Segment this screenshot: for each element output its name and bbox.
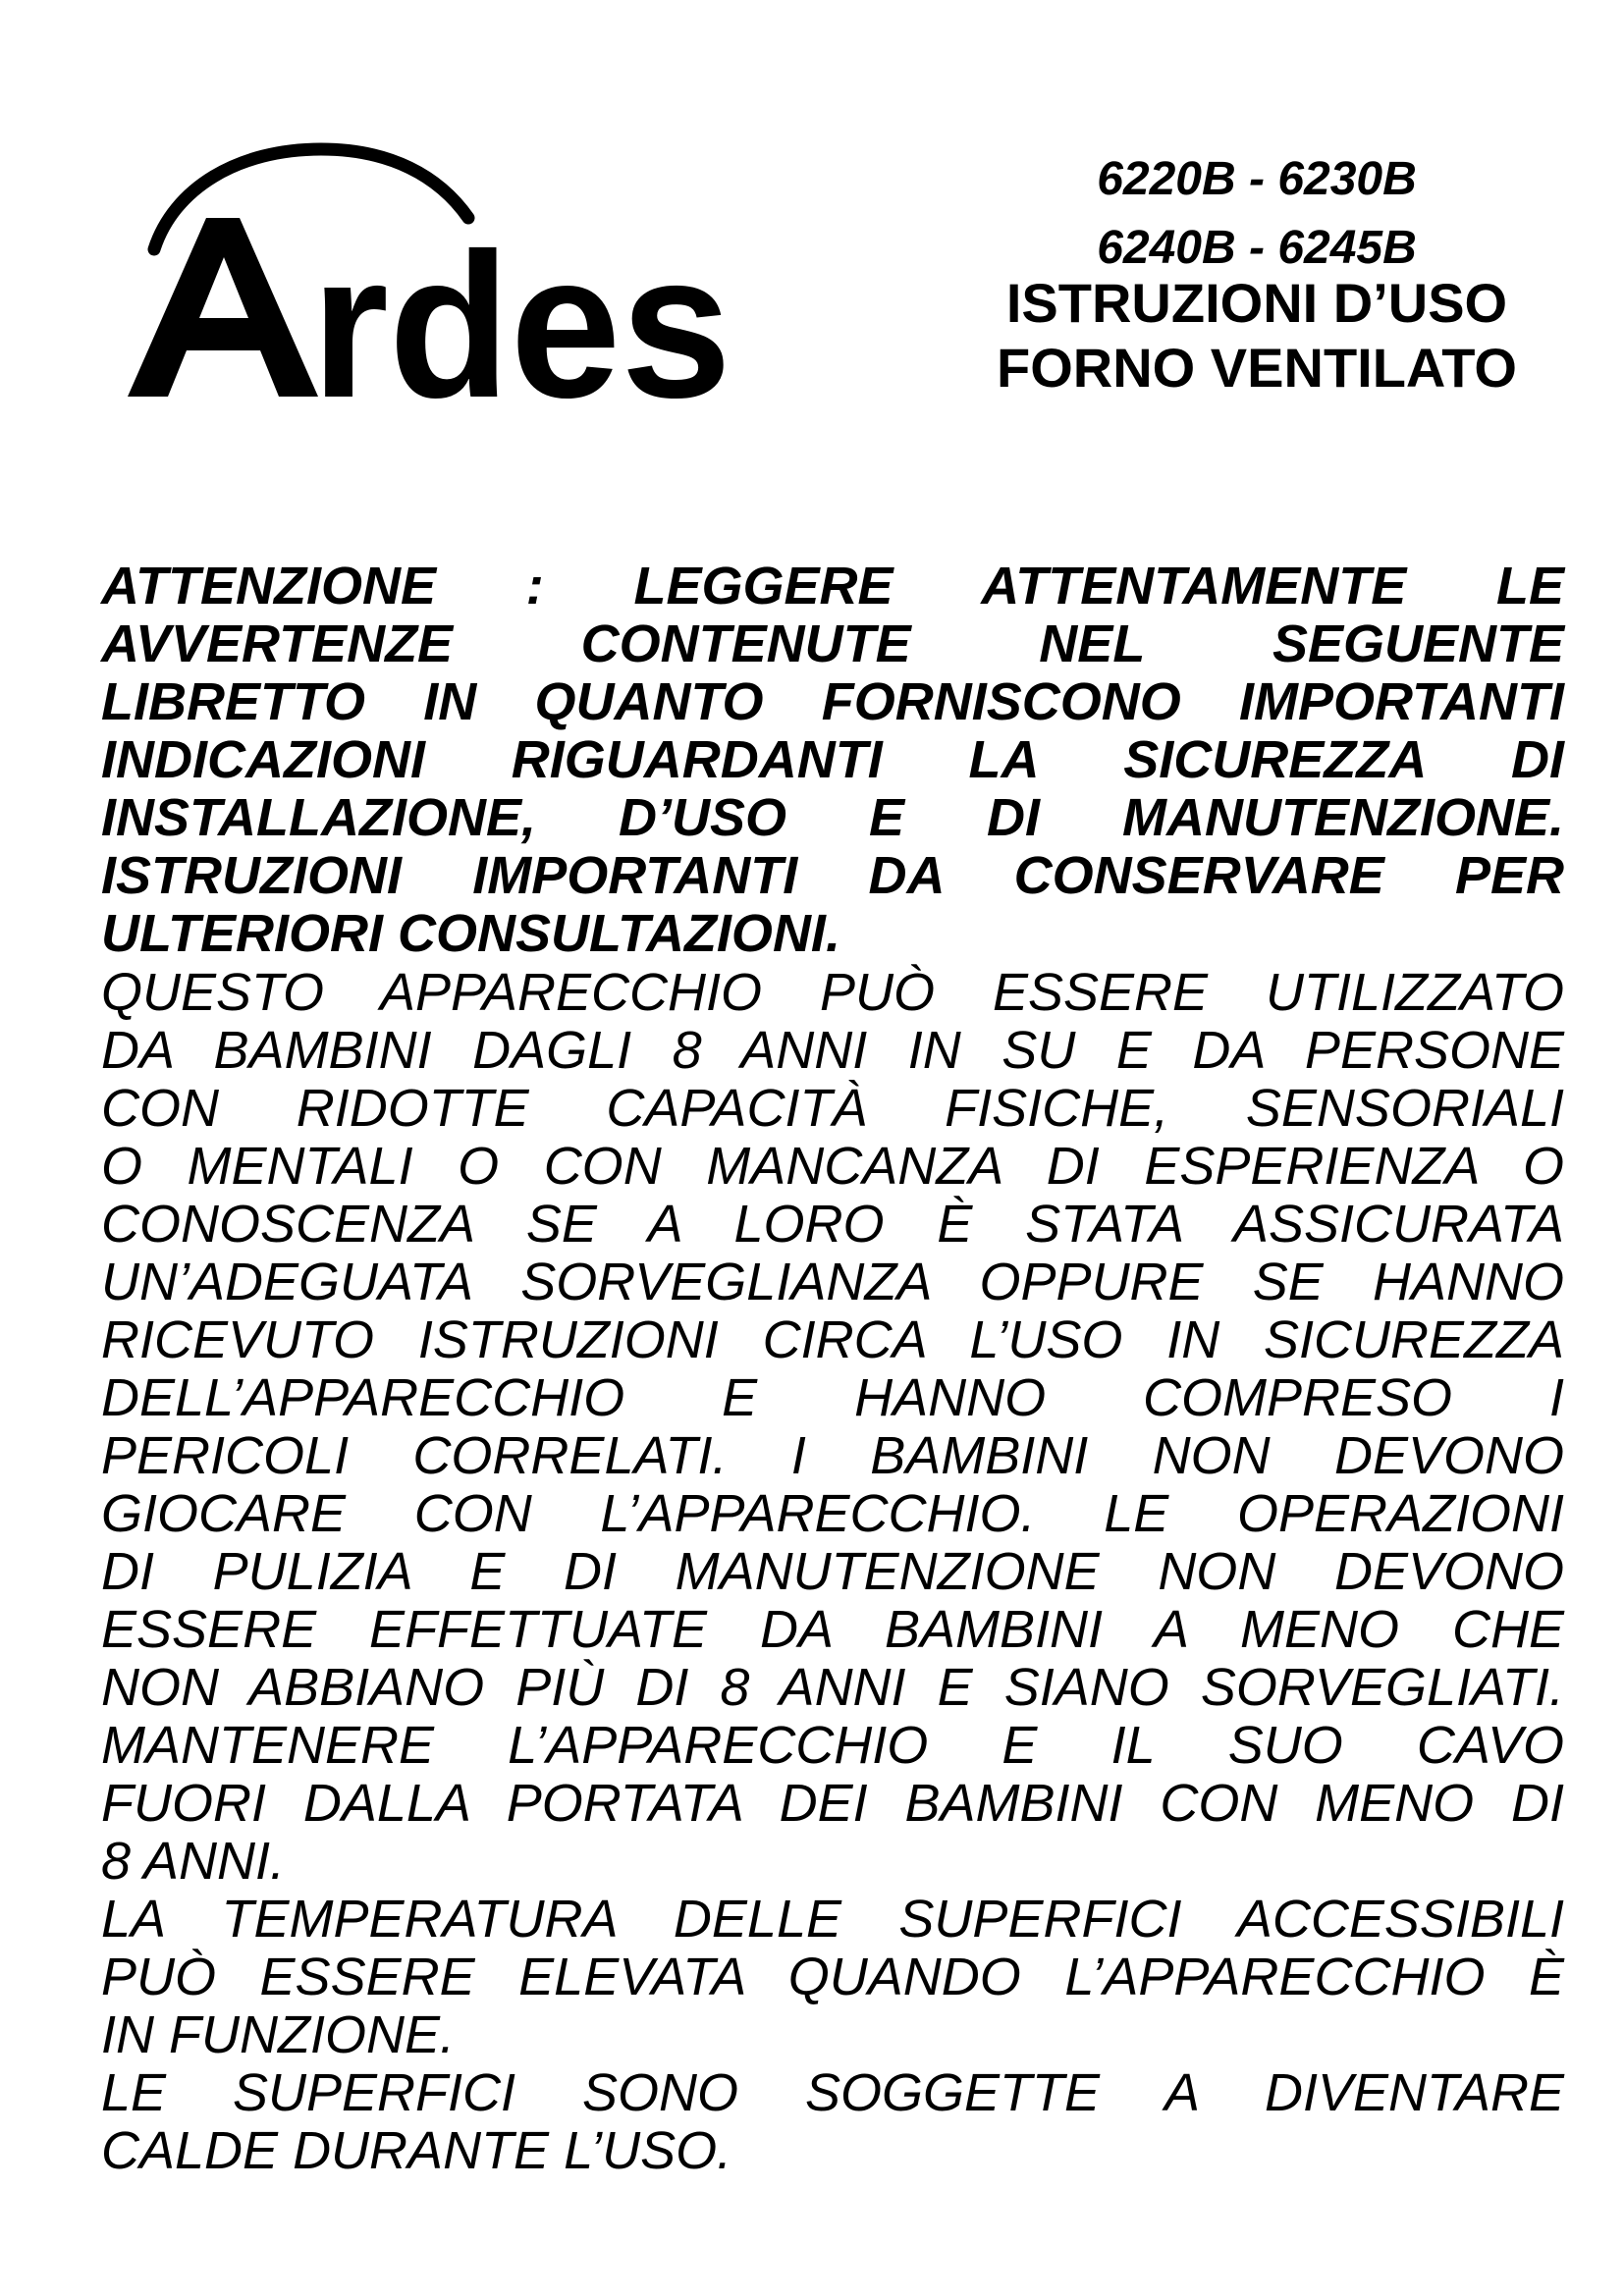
warning-line: ULTERIORI CONSULTAZIONI. xyxy=(101,904,840,963)
instruction-line: QUESTO APPARECCHIO PUÒ ESSERE UTILIZZATO xyxy=(101,963,1564,1022)
instruction-line: UN’ADEGUATA SORVEGLIANZA OPPURE SE HANNO xyxy=(101,1253,1564,1311)
warning-line: ATTENZIONE : LEGGERE ATTENTAMENTE LE xyxy=(101,557,1564,615)
warning-line: ISTRUZIONI IMPORTANTI DA CONSERVARE PER xyxy=(101,846,1564,905)
instruction-line: RICEVUTO ISTRUZIONI CIRCA L’USO IN SICUREZZA xyxy=(101,1310,1564,1369)
brand-logo xyxy=(110,132,738,416)
document-title xyxy=(923,271,1591,400)
instruction-line: MANTENERE L’APPARECCHIO E IL SUO CAVO xyxy=(101,1716,1564,1775)
instruction-line: DI PULIZIA E DI MANUTENZIONE NON DEVONO xyxy=(101,1542,1564,1601)
instruction-line: LE SUPERFICI SONO SOGGETTE A DIVENTARE xyxy=(101,2063,1564,2122)
instruction-line: DA BAMBINI DAGLI 8 ANNI IN SU E DA PERSONE xyxy=(101,1021,1564,1080)
instruction-line: CONOSCENZA SE A LORO È STATA ASSICURATA xyxy=(101,1195,1564,1254)
model-line-1: 6220B - 6230B xyxy=(1097,153,1417,205)
warning-notice xyxy=(101,558,1564,963)
instruction-line: CALDE DURANTE L’USO. xyxy=(101,2121,732,2180)
warning-line: INDICAZIONI RIGUARDANTI LA SICUREZZA DI xyxy=(101,730,1564,789)
model-line-2: 6240B - 6245B xyxy=(1097,222,1417,274)
instruction-line: LA TEMPERATURA DELLE SUPERFICI ACCESSIBILI xyxy=(101,1890,1564,1949)
warning-line: LIBRETTO IN QUANTO FORNISCONO IMPORTANTI xyxy=(101,672,1564,731)
instruction-line: FUORI DALLA PORTATA DEI BAMBINI CON MENO DI xyxy=(101,1774,1564,1833)
instruction-line: CON RIDOTTE CAPACITÀ FISICHE, SENSORIALI xyxy=(101,1079,1564,1138)
svg-text:rdes: rdes xyxy=(311,210,731,416)
instruction-line: DELL’APPARECCHIO E HANNO COMPRESO I xyxy=(101,1368,1564,1427)
instruction-line: ESSERE EFFETTUATE DA BAMBINI A MENO CHE xyxy=(101,1600,1564,1659)
safety-instructions xyxy=(101,964,1564,2180)
instruction-line: GIOCARE CON L’APPARECCHIO. LE OPERAZIONI xyxy=(101,1484,1564,1543)
instruction-line: PUÒ ESSERE ELEVATA QUANDO L’APPARECCHIO È xyxy=(101,1948,1564,2006)
model-numbers xyxy=(962,145,1551,283)
instruction-line: O MENTALI O CON MANCANZA DI ESPERIENZA O xyxy=(101,1137,1564,1196)
warning-line: INSTALLAZIONE, D’USO E DI MANUTENZIONE. xyxy=(101,788,1564,847)
warning-line: AVVERTENZE CONTENUTE NEL SEGUENTE xyxy=(101,614,1564,673)
instruction-line: 8 ANNI. xyxy=(101,1832,286,1891)
instruction-line: NON ABBIANO PIÙ DI 8 ANNI E SIANO SORVEGLIATI. xyxy=(101,1658,1564,1717)
instruction-line: PERICOLI CORRELATI. I BAMBINI NON DEVONO xyxy=(101,1426,1564,1485)
instruction-line: IN FUNZIONE. xyxy=(101,2005,455,2064)
title-line-2: FORNO VENTILATO xyxy=(997,337,1517,399)
title-line-1: ISTRUZIONI D’USO xyxy=(1005,272,1508,334)
